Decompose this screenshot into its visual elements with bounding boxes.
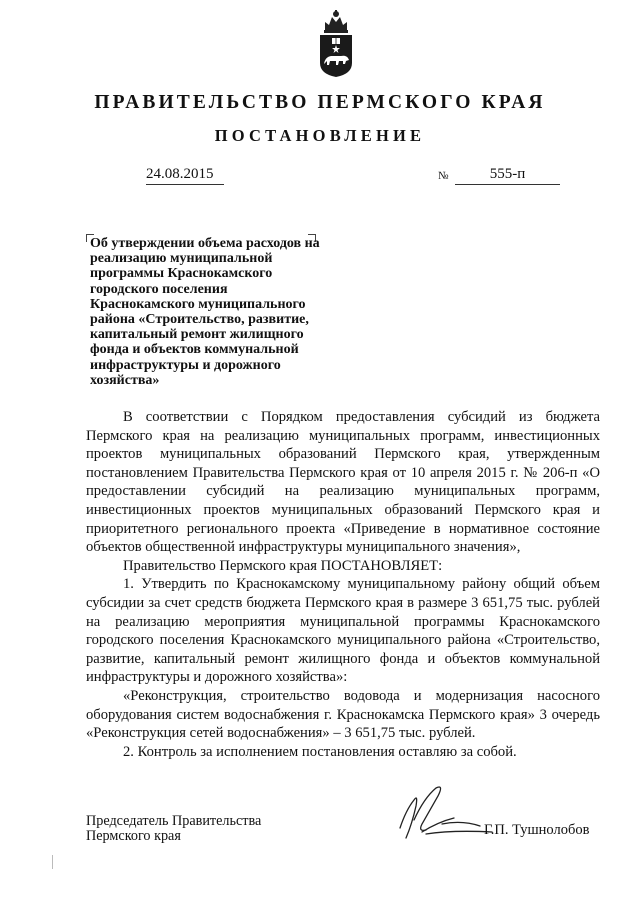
preamble-paragraph: В соответствии с Порядком предоставления субсидий из бюджета Пермского края на реализацию муниципальных программ, инвестиционных проектов муниципальных образований Пермского края, утвержденным постановлением Правительства Пермского края от 10 апреля 2015 г. № 206-п «О предоставлении субсидий на реализацию муниципальных программ, инвестиционных проектов муниципальных образований Пермского края и приоритетного регионального проекта «Приведение в нормативное состояние объектов общественной инфраструктуры муниципального значения», xyxy=(86,409,600,556)
document-number: 555-п xyxy=(489,166,526,182)
resolution-paragraph: Правительство Пермского края ПОСТАНОВЛЯЕТ: xyxy=(123,557,443,574)
item-2-paragraph: 2. Контроль за исполнением постановления оставляю за собой. xyxy=(123,743,517,760)
item-1-detail-paragraph: «Реконструкция, строительство водовода и модернизация насосного оборудования систем водоснабжения г. Краснокамска Пермского края» 3 очередь «Реконструкция сетей водоснабжения» – 3 651,75 тыс. рублей. xyxy=(86,687,600,742)
item-1-paragraph: 1. Утвердить по Краснокамскому муниципальному району общий объем субсидии за счет средств бюджета Пермского края в размере 3 651,75 тыс. рублей на реализацию мероприятия муниципальной программы Краснокамского городского поселения Краснокамского муниципального района «Строительство, развитие, капитальный ремонт жилищного фонда и объектов коммунальной инфраструктуры и дорожного хозяйства»: xyxy=(86,576,600,686)
signer-position-line-2: Пермского края xyxy=(86,827,181,844)
signer-position-line-1: Председатель Правительства xyxy=(86,813,262,829)
document-body xyxy=(86,408,600,761)
number-underline xyxy=(455,184,560,185)
document-subject: Об утверждении объема расходов на реализацию муниципальной программы Краснокамского городского поселения Краснокамского муниципального района «Строительство, развитие, капитальный ремонт жилищного фонда и объектов коммунальной инфраструктуры и дорожного хозяйства» xyxy=(90,236,320,388)
date-underline xyxy=(146,184,224,185)
number-sign: № xyxy=(438,170,449,182)
document-type-title: ПОСТАНОВЛЕНИЕ xyxy=(214,126,426,145)
signer-name: Г.П. Тушнолобов xyxy=(484,822,590,838)
signer-position xyxy=(86,814,261,844)
margin-mark xyxy=(52,855,53,869)
perm-krai-coat-of-arms-icon xyxy=(316,8,356,78)
government-title: ПРАВИТЕЛЬСТВО ПЕРМСКОГО КРАЯ xyxy=(94,92,546,113)
document-date: 24.08.2015 xyxy=(146,166,214,182)
